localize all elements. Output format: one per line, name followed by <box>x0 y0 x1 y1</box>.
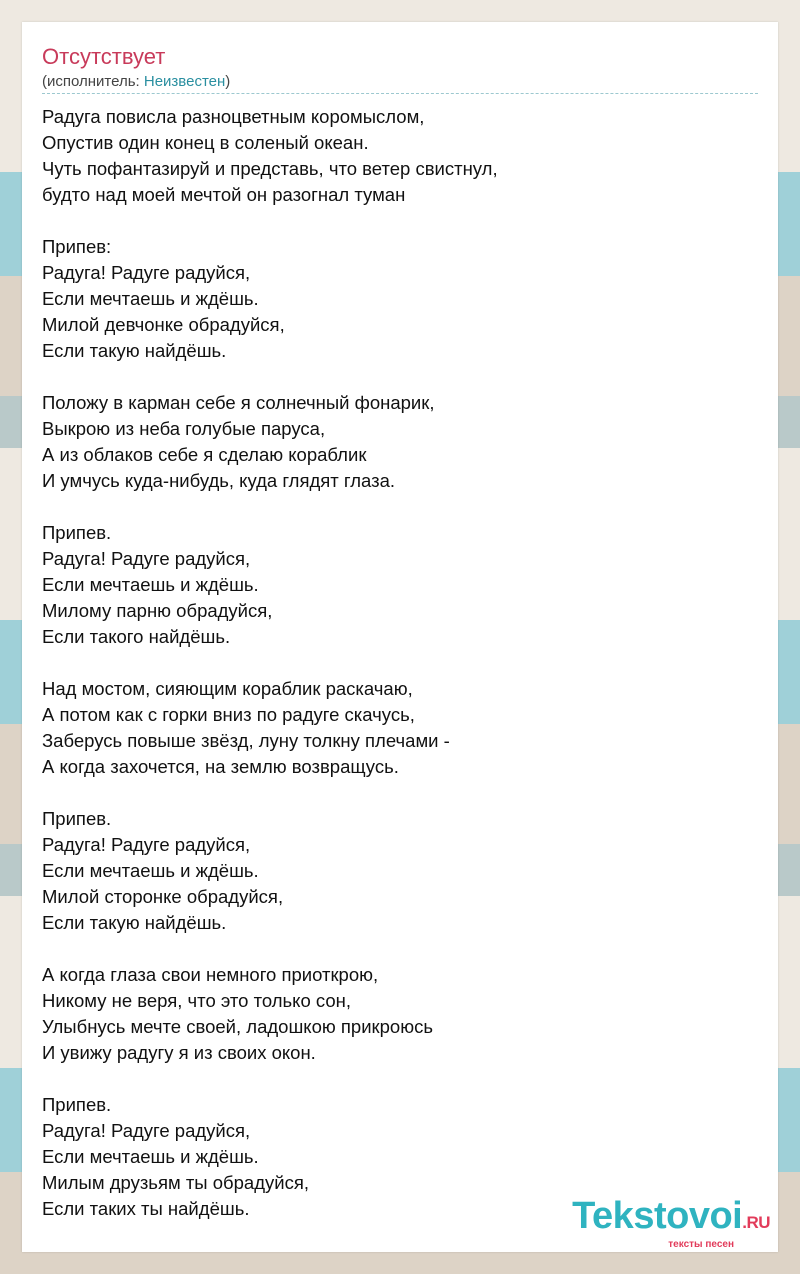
lyric-line: Милой сторонке обрадуйся, <box>42 886 284 907</box>
stanza-gap <box>42 936 758 962</box>
artist-suffix: ) <box>225 73 231 90</box>
lyric-line: Если таких ты найдёшь. <box>42 1198 250 1219</box>
lyric-line: И умчусь куда-нибудь, куда глядят глаза. <box>42 470 396 491</box>
lyric-line: Улыбнусь мечте своей, ладошкою прикроюсь <box>42 1016 433 1037</box>
lyric-line: Если мечтаешь и ждёшь. <box>42 1146 259 1167</box>
stanza-gap <box>42 494 758 520</box>
lyric-line: Радуга! Радуге радуйся, <box>42 834 251 855</box>
lyric-line: Опустив один конец в соленый океан. <box>42 132 369 153</box>
logo-text: Tekstovoi <box>572 1195 743 1237</box>
lyric-line: будто над моей мечтой он разогнал туман <box>42 184 406 205</box>
lyric-line: Над мостом, сияющим кораблик раскачаю, <box>42 678 413 699</box>
lyric-line: И увижу радугу я из своих окон. <box>42 1042 316 1063</box>
lyrics-body <box>42 104 758 1222</box>
lyric-line: А из облаков себе я сделаю кораблик <box>42 444 367 465</box>
lyric-line: Припев. <box>42 808 112 829</box>
logo-domain: .RU <box>742 1213 770 1232</box>
lyric-line: Чуть пофантазируй и представь, что ветер свистнул, <box>42 158 498 179</box>
lyric-line: Если такую найдёшь. <box>42 912 227 933</box>
lyric-line: Припев. <box>42 522 112 543</box>
lyric-line: Если такого найдёшь. <box>42 626 231 647</box>
artist-link[interactable]: Неизвестен <box>143 73 226 90</box>
stanza-gap <box>42 780 758 806</box>
lyric-line: Припев. <box>42 1094 112 1115</box>
lyric-line: Милой девчонке обрадуйся, <box>42 314 285 335</box>
lyric-line: Милым друзьям ты обрадуйся, <box>42 1172 309 1193</box>
lyric-line: Припев: <box>42 236 112 257</box>
lyric-line: Никому не веря, что это только сон, <box>42 990 352 1011</box>
lyric-line: Радуга! Радуге радуйся, <box>42 262 251 283</box>
lyric-line: Если мечтаешь и ждёшь. <box>42 288 259 309</box>
lyric-line: Если мечтаешь и ждёшь. <box>42 574 259 595</box>
lyric-line: А потом как с горки вниз по радуге скачусь, <box>42 704 415 725</box>
stanza-gap <box>42 1066 758 1092</box>
lyric-line: Если такую найдёшь. <box>42 340 227 361</box>
artist-prefix: (исполнитель: <box>42 73 144 90</box>
lyric-line: А когда глаза свои немного приоткрою, <box>42 964 379 985</box>
stanza-gap <box>42 364 758 390</box>
song-title: Отсутствует <box>42 44 166 69</box>
lyrics-card <box>22 22 778 1252</box>
stanza-gap <box>42 650 758 676</box>
site-logo[interactable] <box>572 1197 770 1250</box>
lyric-line: Радуга! Радуге радуйся, <box>42 1120 251 1141</box>
lyric-line: А когда захочется, на землю возвращусь. <box>42 756 399 777</box>
lyric-line: Милому парню обрадуйся, <box>42 600 273 621</box>
lyric-line: Заберусь повыше звёзд, луну толкну плечами - <box>42 730 450 751</box>
title-divider <box>42 93 758 94</box>
lyric-line: Радуга повисла разноцветным коромыслом, <box>42 106 425 127</box>
lyric-line: Выкрою из неба голубые паруса, <box>42 418 326 439</box>
artist-line <box>42 72 230 92</box>
lyric-line: Радуга! Радуге радуйся, <box>42 548 251 569</box>
lyric-line: Положу в карман себе я солнечный фонарик, <box>42 392 435 413</box>
stanza-gap <box>42 208 758 234</box>
lyric-line: Если мечтаешь и ждёшь. <box>42 860 259 881</box>
logo-tagline: тексты песен <box>668 1239 734 1250</box>
